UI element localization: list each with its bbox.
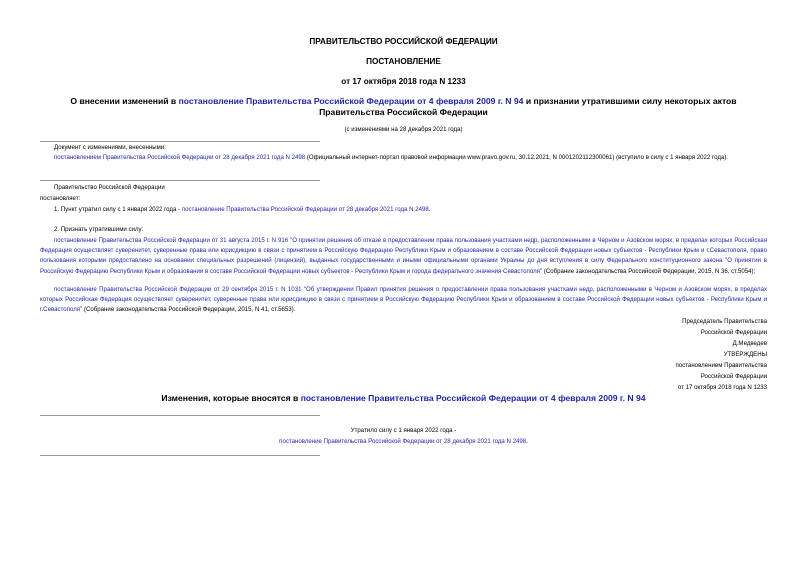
- doc-date-number: от 17 октября 2018 года N 1233: [341, 77, 466, 86]
- repealed-act-1-link[interactable]: постановление Правительства Российской Федерации от 31 августа 2015 г. N 916 "О принятии решения об отказе в предоставлении права пользования участками недр, расположенными в Черном и Азовском морях, в пределах которых Российская Федерация осуществляет суверенитет, суверенные права или юрисдикцию в связи с принятием в Российскую Федерацию Республики Крым и образованием в составе Российской Федерации новых субъектов - Республики Крым и г.Севастополя, право пользования которыми предоставлено на основании специальных разрешений (лицензий), выданных государственными и иными официальными органами Украины до дня вступления в силу Федерального конституционного закона "О принятии в Российскую Федерацию Республики Крым и образовании в составе Российской Федерации новых субъектов - Республики Крым и города федерального значения Севастополя": [40, 237, 767, 275]
- divider: [40, 180, 320, 181]
- void-note-reference: [40, 438, 767, 445]
- changes-title-prefix: Изменения, которые вносятся в: [161, 393, 301, 403]
- signature-name: Д.Медведев: [732, 340, 767, 347]
- repealed-act-2-source: (Собрание законодательства Российской Федерации, 2015, N 41, ст.5653).: [82, 306, 296, 314]
- approved-country: Российской Федерации: [700, 373, 767, 380]
- amendment-note: [40, 153, 767, 163]
- doc-type-heading: ПОСТАНОВЛЕНИЕ: [366, 57, 441, 66]
- divider: [40, 141, 320, 142]
- intro-government: Правительство Российской Федерации: [54, 184, 165, 191]
- divider: [40, 415, 320, 416]
- item-1-text: 1. Пункт утратил силу с 1 января 2022 года -: [54, 206, 182, 213]
- changes-title-link[interactable]: постановление Правительства Российской Федерации от 4 февраля 2009 г. N 94: [300, 393, 646, 403]
- doc-title-link[interactable]: постановление Правительства Российской Федерации от 4 февраля 2009 г. N 94: [178, 96, 524, 106]
- doc-title-suffix: и признании утратившими силу некоторых актов Правительства Российской Федерации: [319, 96, 737, 117]
- repealed-act-1-source: (Собрание законодательства Российской Федерации, 2015, N 36, ст.5054);: [542, 267, 756, 275]
- amendment-label: Документ с изменениями, внесенными:: [54, 144, 166, 151]
- signature-country: Российской Федерации: [700, 329, 767, 336]
- item-2: 2. Признать утратившими силу:: [54, 226, 144, 233]
- approved-date: от 17 октября 2018 года N 1233: [677, 384, 767, 391]
- repealed-act-2-link[interactable]: постановление Правительства Российской Федерации от 29 сентября 2015 г. N 1031 "Об утверждении Правил принятия решения о предоставлении права пользования участками недр, расположенными в Черном и Азовском морях, в пределах которых Российская Федерация осуществляет суверенитет, суверенные права или юрисдикцию в связи с принятием в Российскую Федерацию Республики Крым и образованием в составе Российской Федерации новых субъектов - Республики Крым и г.Севастополя": [40, 286, 767, 314]
- approved-by: постановлением Правительства: [675, 362, 767, 369]
- void-note-end: .: [526, 438, 528, 445]
- doc-title-prefix: О внесении изменений в: [70, 96, 179, 106]
- intro-resolves: постановляет:: [40, 195, 81, 202]
- void-note: Утратило силу с 1 января 2022 года -: [350, 427, 457, 434]
- repealed-act-1: [40, 236, 767, 277]
- amendment-link[interactable]: постановлением Правительства Российской Федерации от 28 декабря 2021 года N 2498: [54, 154, 306, 161]
- void-note-link[interactable]: постановление Правительства Российской Федерации от 28 декабря 2021 года N 2498: [279, 438, 527, 445]
- signature-position: Председатель Правительства: [682, 318, 767, 325]
- item-1-end: .: [428, 206, 431, 213]
- item-1: [54, 205, 431, 215]
- doc-title: [60, 96, 747, 118]
- approved-heading: УТВЕРЖДЕНЫ: [723, 351, 767, 358]
- divider: [40, 455, 320, 456]
- government-heading: ПРАВИТЕЛЬСТВО РОССИЙСКОЙ ФЕДЕРАЦИИ: [309, 37, 498, 46]
- revision-note: (с изменениями на 28 декабря 2021 года): [344, 126, 463, 133]
- repealed-act-2: [40, 285, 767, 316]
- item-1-link[interactable]: постановление Правительства Российской Федерации от 28 декабря 2021 года N 2498: [181, 206, 429, 213]
- changes-title: [40, 393, 767, 404]
- amendment-text: (Официальный интернет-портал правовой информации www.pravo.gov.ru, 30.12.2021, N 0001202112300061) (вступило в силу с 1 января 2022 года).: [305, 154, 728, 161]
